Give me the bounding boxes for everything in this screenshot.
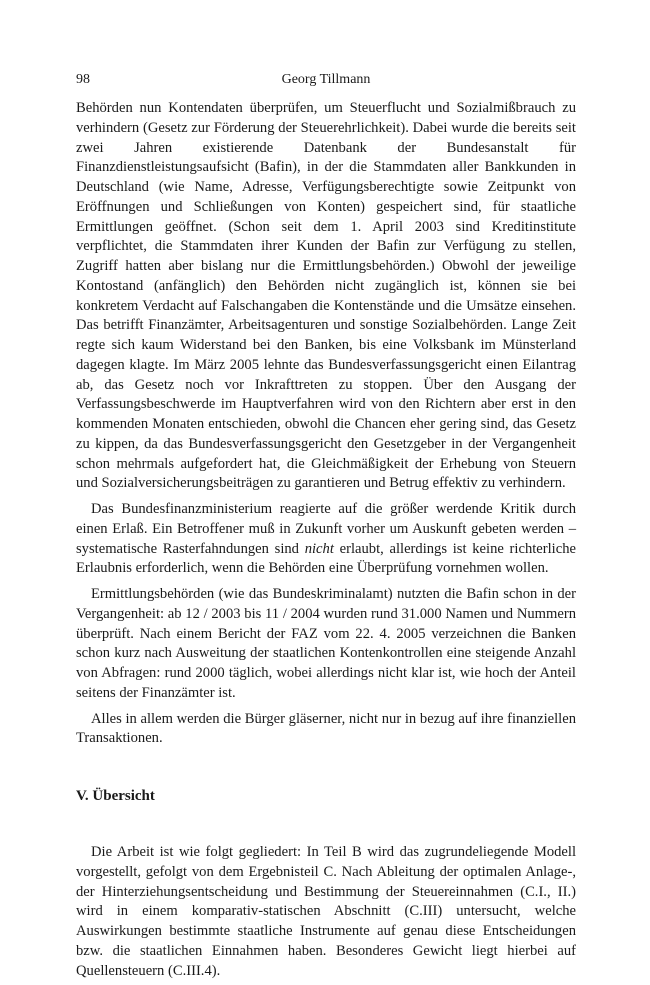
paragraph-text: erlaubt, allerdings ist keine richterliche Erlaubnis erforderlich, wenn die Behörden eine Überprüfung vornehmen wollen. (76, 540, 576, 577)
section-heading: V. Übersicht (76, 788, 155, 804)
page-number: 98 (76, 72, 90, 87)
paragraph-text: Das Bundesfinanzministerium reagierte auf die größer werdende Kritik durch einen Erlaß. Ein Betroffener muß in Zukunft vorher um Auskunft gebeten werden – systematische Rasterfahndungen sind (76, 501, 576, 557)
running-head: Georg Tillmann (281, 72, 371, 87)
paragraph: Die Arbeit ist wie folgt gegliedert: In Teil B wird das zugrundeliegende Modell vorgestellt, gefolgt von dem Ergebnisteil C. Nach Ableitung der optimalen Anlage-, der Hinterziehungsentscheidung und Bestimmung der Steuereinnahmen (C.I., II.) wird in einem komparativ-statischen Abschnitt (C.III) untersucht, welche Auswirkungen bestimmte staatliche Instrumente auf genau diese Entscheidungen bzw. die staatlichen Einnahmen haben. Besonderes Gewicht liegt hierbei auf Quellensteuern (C.III.4). (76, 844, 576, 979)
paragraph: Ermittlungsbehörden (wie das Bundeskriminalamt) nutzten die Bafin schon in der Vergangenheit: ab 12 / 2003 bis 11 / 2004 wurden rund 31.000 Namen und Nummern überprüft. Nach einem Bericht der FAZ vom 22. 4. 2005 verzeichnen die Banken schon kurz nach Ausweitung der staatlichen Kontenkontrollen eine steigende Anzahl von Abfragen: rund 2000 täglich, wobei allerdings nicht klar ist, wie hoch der Anteil seitens der Finanzämter ist. (76, 586, 576, 701)
page-header (76, 70, 576, 90)
paragraph: Alles in allem werden die Bürger gläserner, nicht nur in bezug auf ihre finanziellen Transaktionen. (76, 710, 576, 747)
body-text (76, 99, 576, 981)
paragraph (76, 500, 576, 579)
emphasized-word: nicht (304, 540, 334, 557)
paragraph: Behörden nun Kontendaten überprüfen, um Steuerflucht und Sozialmißbrauch zu verhindern (Gesetz zur Förderung der Steuerehrlichkeit). Dabei wurde die bereits seit zwei Jahren existierende Datenbank der Bundesanstalt für Finanzdienstleistungsaufsicht (Bafin), in der die Stammdaten aller Bankkunden in Deutschland (wie Name, Adresse, Verfügungsberechtigte sowie Zeitpunkt von Eröffnungen und Schließungen von Konten) gespeichert sind, für staatliche Ermittlungen geöffnet. (Schon seit dem 1. April 2003 sind Kreditinstitute verpflichtet, die Stammdaten ihrer Kunden der Bafin zur Verfügung zu stellen, Zugriff hatten aber bislang nur die Ermittlungsbehörden.) Obwohl der jeweilige Kontostand (anfänglich) den Behörden nicht zugänglich ist, können sie bei konkretem Verdacht auf Falschangaben die Kontenstände und die Umsätze einsehen. Das betrifft Finanzämter, Arbeitsagenturen und sonstige Sozialbehörden. Lange Zeit regte sich kaum Widerstand bei den Banken, bis eine Volksbank im Münsterland dagegen klagte. Im März 2005 lehnte das Bundesverfassungsgericht einen Eilantrag ab, das Gesetz noch vor Inkrafttreten zu stoppen. Über den Ausgang der Verfassungsbeschwerde im Hauptverfahren wird von den Richtern aber erst in den kommenden Monaten entschieden, obwohl die Chancen eher gering sind, das Gesetz zu kippen, da das Bundesverfassungsgericht den Gesetzgeber in der Vergangenheit schon mehrmals aufgefordert hat, die Gleichmäßigkeit der Erhebung von Steuern und Sozialversicherungsbeiträgen zu garantieren und Betrug effektiv zu verhindern. (76, 100, 576, 492)
